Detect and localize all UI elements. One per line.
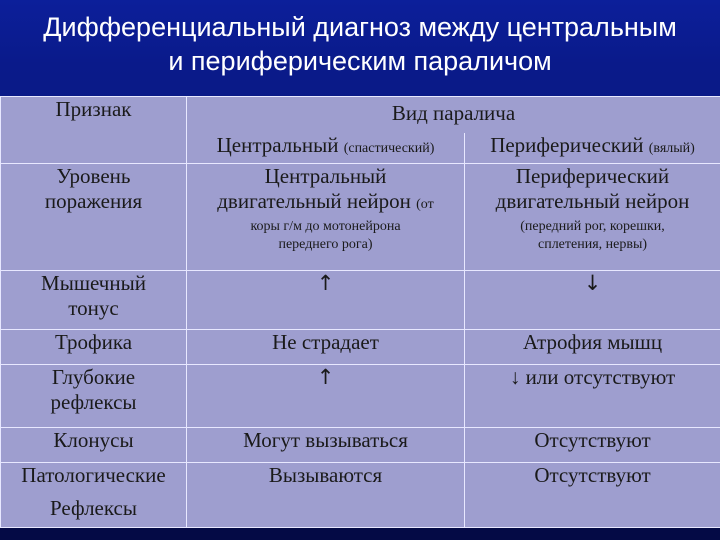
table-row-level <box>1 164 720 270</box>
row-label-text: Трофика <box>54 329 133 354</box>
central-head: Центральный <box>216 133 339 158</box>
table-row-tone <box>1 270 720 329</box>
peripheral-head-cell <box>465 133 720 164</box>
header-feature-label: Признак <box>55 97 132 121</box>
header-row <box>1 97 720 134</box>
arrow-up-icon: ↑ <box>316 364 335 389</box>
header-feature-cell <box>1 97 187 164</box>
peripheral-head-note: (вялый) <box>648 141 695 157</box>
row-label-trophic <box>1 329 187 364</box>
title-line-1: Дифференциальный диагноз между центральным <box>43 12 677 42</box>
row-label-level <box>1 164 187 270</box>
cell-trophic-central <box>187 329 465 364</box>
header-group-label: Вид паралича <box>391 101 516 125</box>
arrow-down-icon: ↓ <box>583 270 602 295</box>
table-row-reflexes <box>1 364 720 427</box>
cell-line: двигательный нейрон <box>495 189 690 214</box>
row-label-clonus <box>1 427 187 462</box>
cell-pathological-central <box>187 462 465 527</box>
row-label-text: Клонусы <box>53 427 134 452</box>
cell-text: Не страдает <box>272 329 379 354</box>
row-label-reflexes <box>1 364 187 427</box>
row-label-line: Глубокие <box>51 364 136 389</box>
comparison-table <box>0 96 720 528</box>
bottom-band <box>0 528 720 540</box>
cell-line: Периферический <box>515 164 670 189</box>
row-label-line: Рефлексы <box>50 495 137 520</box>
peripheral-head: Периферический <box>490 133 644 158</box>
cell-trophic-peripheral <box>465 329 720 364</box>
arrow-up-icon: ↑ <box>316 270 335 295</box>
table-row-pathological <box>1 462 720 527</box>
cell-note-line: переднего рога) <box>278 237 373 253</box>
header-group-cell <box>187 97 720 134</box>
cell-text: ↓ или отсутствуют <box>509 364 676 389</box>
cell-tone-peripheral <box>465 270 720 329</box>
cell-note-line: сплетения, нервы) <box>537 237 648 253</box>
row-label-line: Мышечный <box>41 270 146 295</box>
row-label-pathological <box>1 462 187 527</box>
row-label-line: Уровень <box>56 164 131 189</box>
row-label-tone <box>1 270 187 329</box>
cell-text: Атрофия мышц <box>522 329 663 354</box>
cell-text: двигательный нейрон <box>217 189 411 214</box>
cell-text: Отсутствуют <box>534 427 651 452</box>
central-head-note: (спастический) <box>343 141 435 157</box>
cell-line: Центральный <box>264 164 387 189</box>
central-head-cell <box>187 133 465 164</box>
cell-clonus-central <box>187 427 465 462</box>
row-label-line: рефлексы <box>50 389 137 414</box>
cell-reflexes-central <box>187 364 465 427</box>
cell-tone-central <box>187 270 465 329</box>
cell-line <box>187 189 464 214</box>
row-label-line: поражения <box>44 189 143 214</box>
cell-level-peripheral <box>465 164 720 270</box>
table-row-trophic <box>1 329 720 364</box>
cell-note-line: коры г/м до мотонейрона <box>250 219 401 235</box>
table-row-clonus <box>1 427 720 462</box>
cell-clonus-peripheral <box>465 427 720 462</box>
cell-note: (от <box>416 197 434 213</box>
row-label-line: тонус <box>68 295 119 320</box>
cell-reflexes-peripheral <box>465 364 720 427</box>
cell-note-line: (передний рог, корешки, <box>520 219 665 235</box>
cell-level-central <box>187 164 465 270</box>
cell-text: Вызываются <box>268 462 383 487</box>
cell-text: Могут вызываться <box>243 427 408 452</box>
cell-text: Отсутствуют <box>534 462 651 487</box>
cell-pathological-peripheral <box>465 462 720 527</box>
slide-title <box>0 10 720 78</box>
row-label-line: Патологические <box>21 462 166 487</box>
title-line-2: и периферическим параличом <box>168 46 552 76</box>
